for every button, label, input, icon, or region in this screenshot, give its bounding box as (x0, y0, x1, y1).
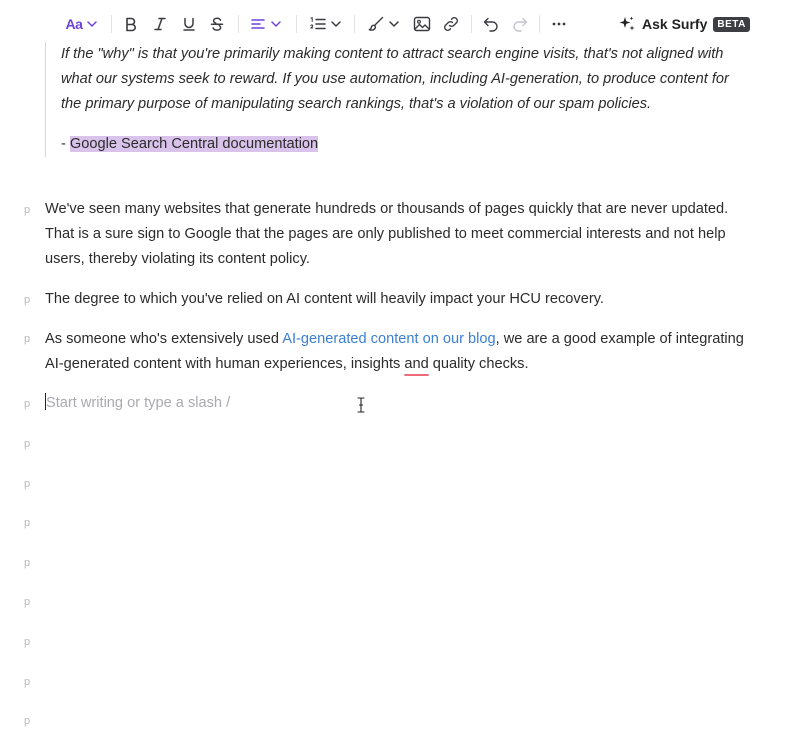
more-options-button[interactable] (548, 12, 570, 36)
italic-icon (152, 16, 168, 32)
link-icon (442, 15, 460, 33)
toolbar-divider (354, 15, 355, 33)
block-marker[interactable]: p (24, 636, 31, 648)
italic-button[interactable] (150, 12, 170, 36)
paragraph-text: As someone who's extensively used (45, 331, 283, 347)
underline-icon (181, 16, 197, 32)
bold-icon (123, 16, 139, 32)
brush-icon (367, 15, 385, 33)
quote-source-link[interactable]: Google Search Central documentation (69, 136, 319, 152)
paragraph-text: quality checks. (428, 356, 529, 372)
toolbar-divider (539, 15, 540, 33)
paragraph[interactable] (45, 327, 745, 377)
paragraph-text: , we are a good example of integrating AI-generated content with human experiences, insights (45, 331, 744, 372)
spellcheck-word[interactable]: and (404, 356, 429, 372)
toolbar-divider (296, 15, 297, 33)
list-dropdown[interactable] (306, 12, 344, 36)
numbered-list-icon (309, 16, 327, 32)
font-style-dropdown[interactable] (62, 12, 102, 36)
toolbar-divider (238, 15, 239, 33)
undo-icon (482, 15, 500, 33)
editor-placeholder: Start writing or type a slash / (46, 395, 231, 411)
font-style-label: Aa (65, 16, 83, 32)
paragraph[interactable]: We've seen many websites that generate hundreds or thousands of pages quickly that are never updated. That is a sure sign to Google that the pages are only published to meet commercial interests and not help users, thereby violating its content policy. (45, 201, 729, 267)
block-marker[interactable]: p (24, 517, 31, 529)
quote-text[interactable]: If the "why" is that you're primarily making content to attract search engine visits, that's not aligned with what our systems seek to reward. If you use automation, including AI-generation, to produce content for the primary purpose of manipulating search rankings, that's a violation of our spam policies. (61, 46, 729, 112)
insert-link-button[interactable] (440, 12, 462, 36)
block-marker[interactable]: p (24, 438, 31, 450)
quote-source-prefix: - (61, 136, 70, 152)
block-marker[interactable]: p (24, 715, 31, 727)
insert-image-button[interactable] (411, 12, 433, 36)
image-icon (413, 16, 431, 32)
more-horizontal-icon (551, 16, 567, 32)
ask-surfy-label: Ask Surfy (642, 16, 708, 32)
chevron-down-icon (86, 18, 98, 30)
block-marker[interactable]: p (24, 676, 31, 688)
toolbar-divider (111, 15, 112, 33)
beta-badge: BETA (713, 17, 749, 32)
block-marker[interactable]: p (24, 333, 31, 345)
align-left-icon (250, 16, 266, 32)
undo-button[interactable] (480, 12, 502, 36)
sparkle-icon (618, 15, 636, 33)
redo-button[interactable] (509, 12, 531, 36)
editor-toolbar (0, 0, 788, 48)
strikethrough-button[interactable] (207, 12, 227, 36)
blog-link[interactable]: AI-generated content on our blog (282, 331, 496, 347)
chevron-down-icon (330, 18, 342, 30)
editor-input-line[interactable] (45, 391, 745, 416)
block-marker[interactable]: p (24, 204, 31, 216)
strikethrough-icon (209, 16, 225, 32)
block-marker[interactable]: p (24, 596, 31, 608)
block-marker[interactable]: p (24, 294, 31, 306)
highlight-dropdown[interactable] (364, 12, 402, 36)
chevron-down-icon (388, 18, 400, 30)
toolbar-divider (471, 15, 472, 33)
quote-source[interactable] (61, 132, 745, 157)
ask-surfy-button[interactable] (618, 13, 750, 35)
underline-button[interactable] (179, 12, 199, 36)
chevron-down-icon (270, 18, 282, 30)
block-marker[interactable]: p (24, 478, 31, 490)
redo-icon (511, 15, 529, 33)
align-dropdown[interactable] (248, 12, 284, 36)
block-marker[interactable]: p (24, 557, 31, 569)
block-marker[interactable]: p (24, 398, 31, 410)
bold-button[interactable] (121, 12, 141, 36)
blockquote[interactable] (45, 42, 745, 157)
text-cursor-icon (356, 397, 366, 413)
paragraph[interactable]: The degree to which you've relied on AI content will heavily impact your HCU recovery. (45, 291, 604, 307)
